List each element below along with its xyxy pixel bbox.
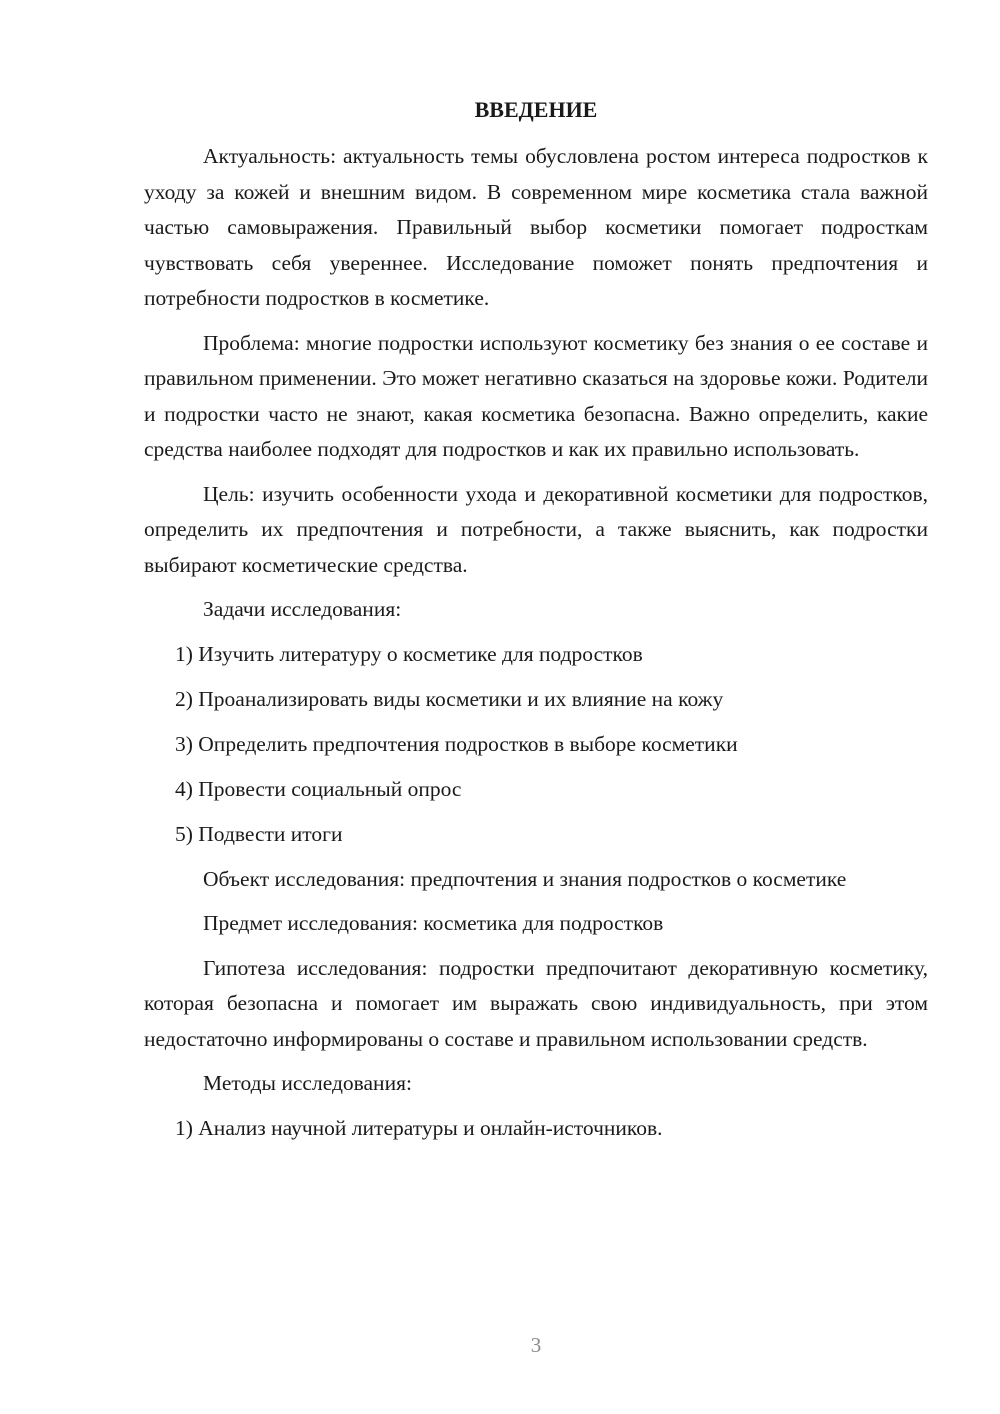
method-item-1: 1) Анализ научной литературы и онлайн-источников. — [175, 1115, 663, 1140]
object-paragraph: Объект исследования: предпочтения и знания подростков о косметике — [203, 866, 847, 891]
section-heading: ВВЕДЕНИЕ — [474, 97, 598, 122]
methods-title: Методы исследования: — [203, 1071, 412, 1095]
task-item-3: 3) Определить предпочтения подростков в выборе косметики — [175, 731, 738, 756]
task-item-2: 2) Проанализировать виды косметики и их влияние на кожу — [175, 686, 724, 711]
relevance-paragraph: Актуальность: актуальность темы обусловлена ростом интереса подростков к уходу за кожей и внешним видом. В современном мире косметика стала важной частью самовыражения. Правильный выбор косметики помогает подросткам чувствовать себя увереннее. Исследование поможет понять предпочтения и потребности подростков в косметике. — [144, 144, 928, 310]
task-item-5: 5) Подвести итоги — [175, 821, 343, 846]
document-page — [144, 93, 928, 1156]
tasks-title: Задачи исследования: — [203, 597, 402, 621]
task-item-1: 1) Изучить литературу о косметике для подростков — [175, 641, 643, 666]
hypothesis-paragraph: Гипотеза исследования: подростки предпочитают декоративную косметику, которая безопасна и помогает им выражать свою индивидуальность, при этом недостаточно информированы о составе и правильном использовании средств. — [144, 955, 928, 1051]
page-number: 3 — [530, 1333, 542, 1357]
problem-paragraph: Проблема: многие подростки используют косметику без знания о ее составе и правильном применении. Это может негативно сказаться на здоровье кожи. Родители и подростки часто не знают, какая косметика безопасна. Важно определить, какие средства наиболее подходят для подростков и как их правильно использовать. — [144, 330, 928, 461]
subject-line: Предмет исследования: косметика для подростков — [203, 911, 664, 935]
goal-paragraph: Цель: изучить особенности ухода и декоративной косметики для подростков, определить их предпочтения и потребности, а также выяснить, как подростки выбирают косметические средства. — [144, 481, 928, 577]
task-item-4: 4) Провести социальный опрос — [175, 776, 462, 801]
